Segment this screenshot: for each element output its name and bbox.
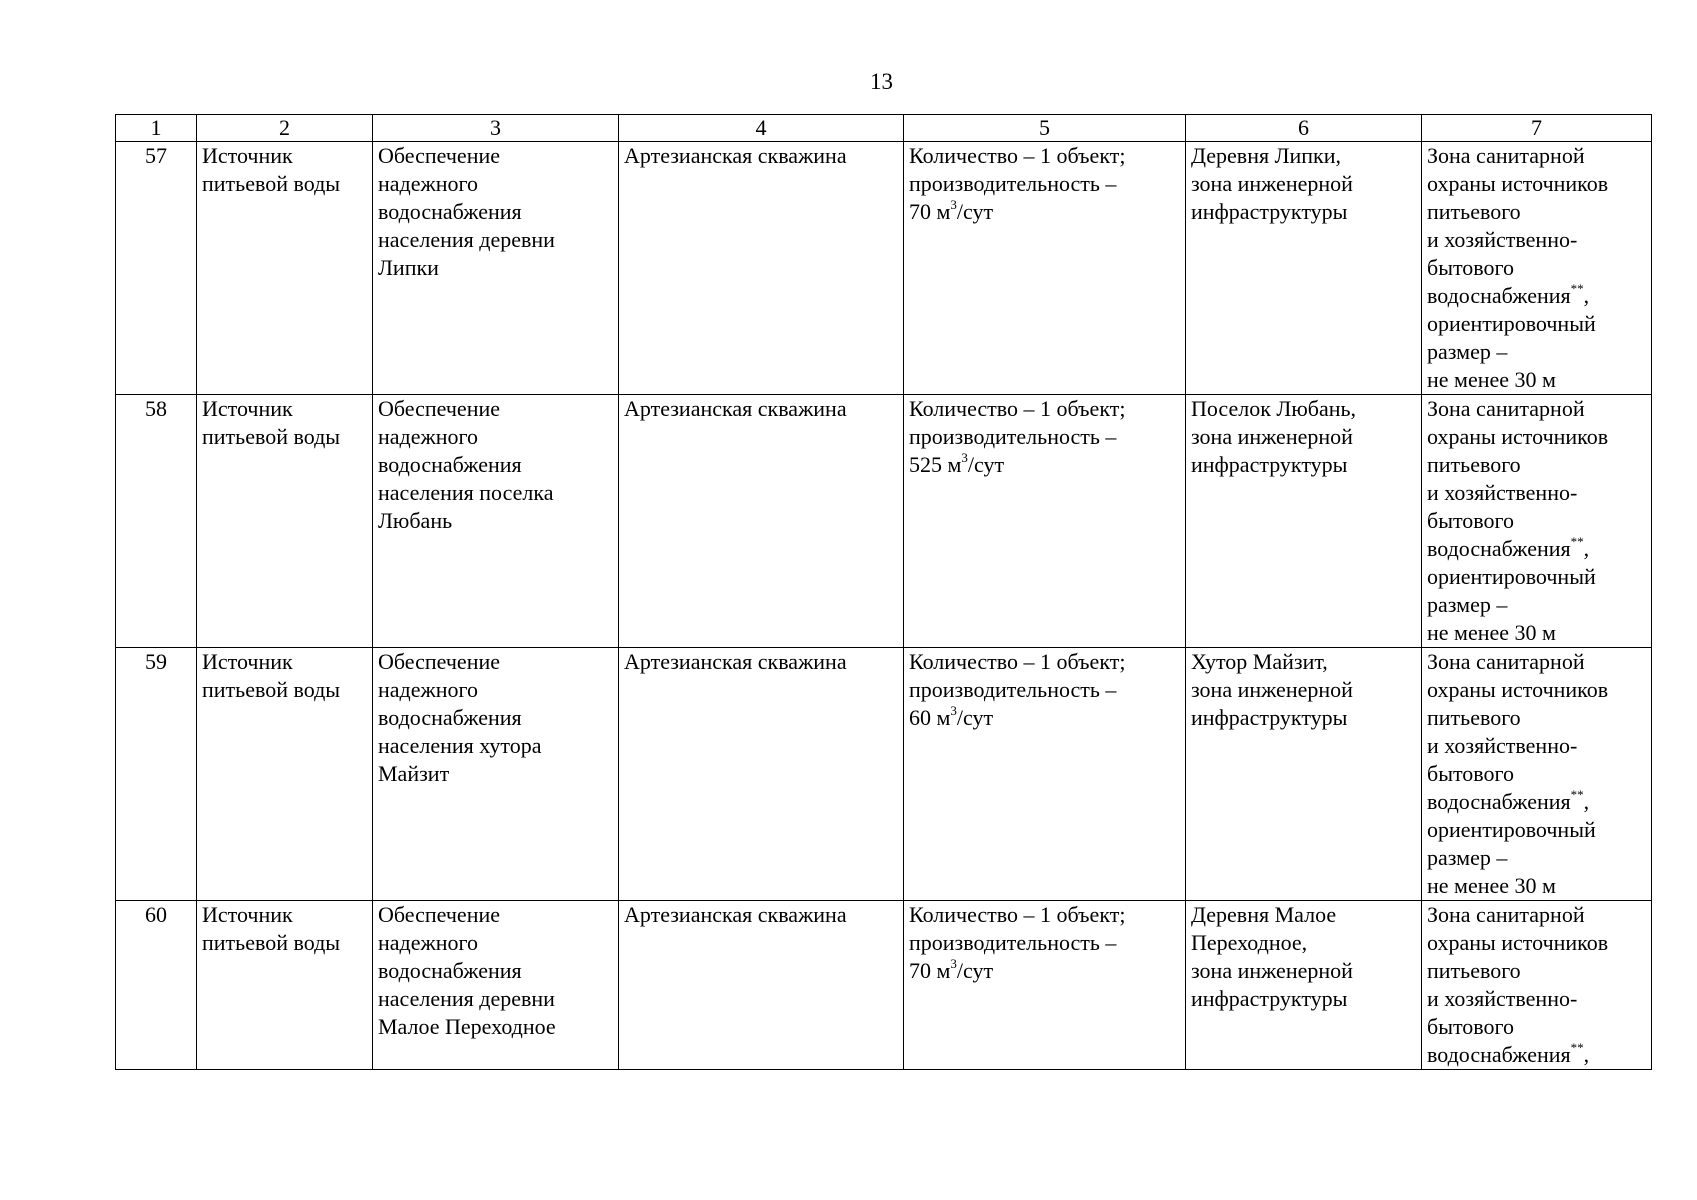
object-type-cell-line: питьевой воды [202, 171, 341, 196]
location-cell-line: инфраструктуры [1191, 705, 1348, 730]
zone-supply-line [1427, 282, 1646, 310]
location-cell-line: инфраструктуры [1191, 986, 1348, 1011]
row-number-cell: 57 [116, 142, 197, 395]
zone-line: Зона санитарной [1427, 143, 1585, 168]
location-cell-line: зона инженерной [1191, 171, 1353, 196]
row-number-cell: 59 [116, 648, 197, 901]
purpose-cell-line: населения деревни [378, 986, 555, 1011]
performance-exponent: 3 [950, 955, 957, 971]
location-cell-line: инфраструктуры [1191, 199, 1348, 224]
object-type-cell [197, 395, 373, 648]
location-cell [1186, 142, 1422, 395]
zone-supply-line [1427, 535, 1646, 563]
performance-exponent: 3 [961, 449, 968, 465]
zone-line: ориентировочный [1427, 564, 1596, 589]
zone-line: не менее 30 м [1427, 873, 1556, 898]
performance-label: производительность – [909, 930, 1117, 955]
zone-supply-punct: , [1583, 536, 1590, 561]
purpose-cell [373, 142, 619, 395]
purpose-cell-line: надежного [378, 424, 478, 449]
object-type-cell-line: питьевой воды [202, 677, 341, 702]
table-row [116, 648, 1652, 901]
zone-line: бытового [1427, 508, 1515, 533]
purpose-cell [373, 648, 619, 901]
performance-label: производительность – [909, 171, 1117, 196]
location-cell-line: зона инженерной [1191, 677, 1353, 702]
column-header: 5 [904, 115, 1186, 142]
column-header: 1 [116, 115, 197, 142]
zone-cell [1422, 901, 1652, 1070]
parameters-cell [904, 648, 1186, 901]
purpose-cell-line: надежного [378, 171, 478, 196]
parameters-cell [904, 142, 1186, 395]
table-row [116, 395, 1652, 648]
purpose-cell-line: надежного [378, 677, 478, 702]
zone-line: ориентировочный [1427, 311, 1596, 336]
object-kind-cell [619, 648, 904, 901]
count-text: Количество – 1 объект; [909, 143, 1126, 168]
zone-line: и хозяйственно- [1427, 227, 1578, 252]
column-header: 7 [1422, 115, 1652, 142]
footnote-marker: ** [1570, 786, 1584, 802]
footnote-marker: ** [1570, 533, 1584, 549]
zone-cell [1422, 395, 1652, 648]
table-row [116, 901, 1652, 1070]
object-kind-cell [619, 901, 904, 1070]
zone-line: охраны источников [1427, 424, 1609, 449]
purpose-cell-line: Обеспечение [378, 649, 500, 674]
zone-supply-punct: , [1583, 283, 1590, 308]
purpose-cell-line: населения деревни [378, 227, 555, 252]
purpose-cell-line: Майзит [378, 761, 450, 786]
performance-exponent: 3 [950, 196, 957, 212]
zone-line: охраны источников [1427, 171, 1609, 196]
purpose-cell [373, 395, 619, 648]
zone-line: Зона санитарной [1427, 649, 1585, 674]
row-number-cell: 60 [116, 901, 197, 1070]
location-cell-line: зона инженерной [1191, 424, 1353, 449]
performance-value [909, 704, 1180, 732]
zone-line: размер – [1427, 845, 1508, 870]
object-type-cell-line: питьевой воды [202, 930, 341, 955]
location-cell [1186, 648, 1422, 901]
zone-supply-text: водоснабжения [1427, 283, 1571, 308]
zone-line: бытового [1427, 761, 1515, 786]
zone-cell [1422, 648, 1652, 901]
purpose-cell-line: Обеспечение [378, 396, 500, 421]
location-cell-line: Хутор Майзит, [1191, 649, 1328, 674]
purpose-cell-line: Малое Переходное [378, 1014, 556, 1039]
performance-number: 60 м [909, 705, 951, 730]
zone-line: Зона санитарной [1427, 396, 1585, 421]
zone-supply-text: водоснабжения [1427, 1042, 1571, 1067]
zone-supply-punct: , [1583, 789, 1590, 814]
zone-line: размер – [1427, 339, 1508, 364]
purpose-cell-line: водоснабжения [378, 705, 522, 730]
table-row [116, 142, 1652, 395]
purpose-cell-line: водоснабжения [378, 452, 522, 477]
zone-line: бытового [1427, 255, 1515, 280]
zone-line: питьевого [1427, 452, 1521, 477]
performance-number: 70 м [909, 199, 951, 224]
purpose-cell-line: Липки [378, 255, 439, 280]
zone-line: и хозяйственно- [1427, 986, 1578, 1011]
zone-supply-line [1427, 788, 1646, 816]
purpose-cell-line: Обеспечение [378, 143, 500, 168]
column-header: 4 [619, 115, 904, 142]
location-cell-line: инфраструктуры [1191, 452, 1348, 477]
zone-line: питьевого [1427, 705, 1521, 730]
performance-unit: /сут [956, 958, 994, 983]
zone-line: питьевого [1427, 199, 1521, 224]
purpose-cell-line: водоснабжения [378, 199, 522, 224]
object-kind-cell [619, 142, 904, 395]
object-type-cell [197, 648, 373, 901]
object-type-cell-line: питьевой воды [202, 424, 341, 449]
zone-line: охраны источников [1427, 930, 1609, 955]
performance-number: 525 м [909, 452, 962, 477]
column-header: 6 [1186, 115, 1422, 142]
purpose-cell [373, 901, 619, 1070]
table-header-row [116, 115, 1652, 142]
purpose-cell-line: надежного [378, 930, 478, 955]
purpose-cell-line: водоснабжения [378, 958, 522, 983]
purpose-cell-line: Любань [378, 508, 453, 533]
performance-label: производительность – [909, 677, 1117, 702]
zone-line: ориентировочный [1427, 817, 1596, 842]
objects-table [115, 114, 1652, 1070]
parameters-cell [904, 395, 1186, 648]
object-type-cell-line: Источник [202, 143, 293, 168]
performance-unit: /сут [967, 452, 1005, 477]
object-type-cell-line: Источник [202, 649, 293, 674]
purpose-cell-line: Обеспечение [378, 902, 500, 927]
zone-supply-line [1427, 1041, 1646, 1069]
count-text: Количество – 1 объект; [909, 902, 1126, 927]
zone-supply-text: водоснабжения [1427, 536, 1571, 561]
page-number: 13 [870, 69, 893, 94]
location-cell-line: Переходное, [1191, 930, 1308, 955]
object-kind-cell-line: Артезианская скважина [624, 649, 847, 674]
table-body [116, 142, 1652, 1070]
purpose-cell-line: населения хутора [378, 733, 542, 758]
zone-line: Зона санитарной [1427, 902, 1585, 927]
object-kind-cell-line: Артезианская скважина [624, 396, 847, 421]
zone-supply-punct: , [1583, 1042, 1590, 1067]
zone-line: не менее 30 м [1427, 620, 1556, 645]
count-text: Количество – 1 объект; [909, 396, 1126, 421]
object-type-cell-line: Источник [202, 902, 293, 927]
count-text: Количество – 1 объект; [909, 649, 1126, 674]
performance-label: производительность – [909, 424, 1117, 449]
zone-line: размер – [1427, 592, 1508, 617]
performance-value [909, 451, 1180, 479]
performance-exponent: 3 [950, 702, 957, 718]
performance-unit: /сут [956, 705, 994, 730]
performance-number: 70 м [909, 958, 951, 983]
location-cell-line: Поселок Любань, [1191, 396, 1357, 421]
column-header: 3 [373, 115, 619, 142]
object-kind-cell-line: Артезианская скважина [624, 902, 847, 927]
object-kind-cell-line: Артезианская скважина [624, 143, 847, 168]
zone-line: питьевого [1427, 958, 1521, 983]
footnote-marker: ** [1570, 1039, 1584, 1055]
zone-line: не менее 30 м [1427, 367, 1556, 392]
zone-cell [1422, 142, 1652, 395]
object-type-cell-line: Источник [202, 396, 293, 421]
column-header: 2 [197, 115, 373, 142]
zone-line: бытового [1427, 1014, 1515, 1039]
purpose-cell-line: населения поселка [378, 480, 554, 505]
object-type-cell [197, 901, 373, 1070]
row-number-cell: 58 [116, 395, 197, 648]
performance-value [909, 957, 1180, 985]
object-type-cell [197, 142, 373, 395]
location-cell [1186, 395, 1422, 648]
location-cell-line: зона инженерной [1191, 958, 1353, 983]
object-kind-cell [619, 395, 904, 648]
zone-line: и хозяйственно- [1427, 733, 1578, 758]
parameters-cell [904, 901, 1186, 1070]
zone-line: и хозяйственно- [1427, 480, 1578, 505]
location-cell-line: Деревня Липки, [1191, 143, 1342, 168]
location-cell [1186, 901, 1422, 1070]
location-cell-line: Деревня Малое [1191, 902, 1337, 927]
performance-unit: /сут [956, 199, 994, 224]
zone-line: охраны источников [1427, 677, 1609, 702]
performance-value [909, 198, 1180, 226]
zone-supply-text: водоснабжения [1427, 789, 1571, 814]
footnote-marker: ** [1570, 280, 1584, 296]
